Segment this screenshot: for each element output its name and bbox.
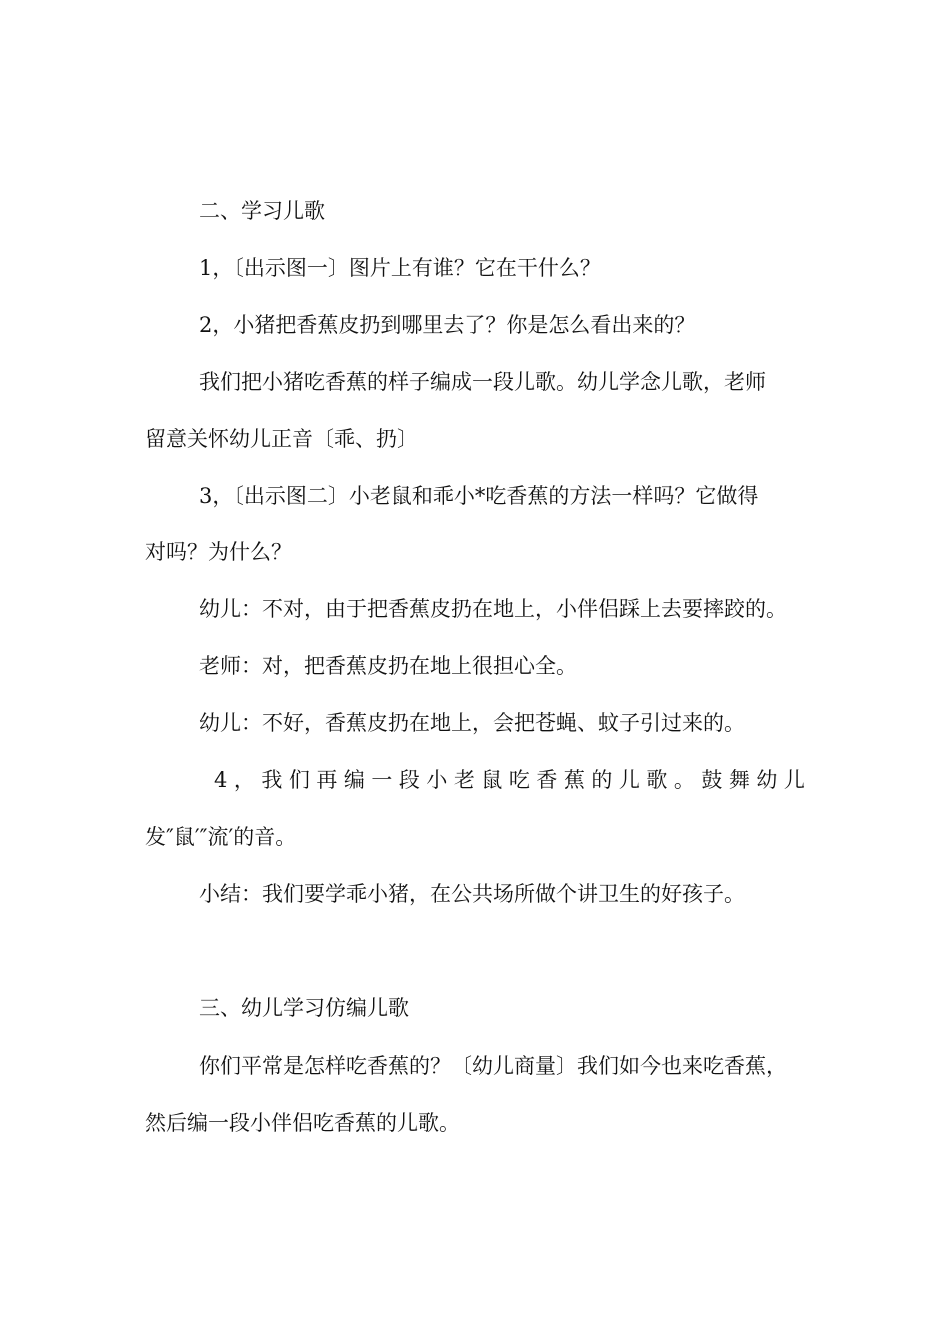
section-heading-2: 二、学习儿歌 — [199, 199, 325, 223]
eating-paragraph-line-1: 你们平常是怎样吃香蕉的？〔幼儿商量〕我们如今也来吃香蕉， — [199, 1054, 787, 1078]
section-heading-3: 三、幼儿学习仿编儿歌 — [199, 996, 409, 1020]
item-3-line-2: 对吗？为什么？ — [145, 540, 292, 564]
song-paragraph-line-1: 我们把小猪吃香蕉的样子编成一段儿歌。幼儿学念儿歌，老师 — [199, 370, 766, 394]
item-2: 2，小猪把香蕉皮扔到哪里去了？你是怎么看出来的？ — [199, 313, 696, 337]
child-reply-1: 幼儿：不对，由于把香蕉皮扔在地上，小伴侣踩上去要摔跤的。 — [199, 597, 787, 621]
item-4-line-2: 发″鼠′″流′的音。 — [145, 825, 297, 849]
summary: 小结：我们要学乖小猪，在公共场所做个讲卫生的好孩子。 — [199, 882, 745, 906]
song-paragraph-line-2: 留意关怀幼儿正音〔乖、扔〕 — [145, 427, 418, 451]
item-3-line-1: 3，〔出示图二〕小老鼠和乖小*吃香蕉的方法一样吗？它做得 — [199, 484, 759, 508]
item-1: 1，〔出示图一〕图片上有谁？它在干什么？ — [199, 256, 601, 280]
teacher-reply: 老师：对，把香蕉皮扔在地上很担心全。 — [199, 654, 577, 678]
child-reply-2: 幼儿：不好，香蕉皮扔在地上，会把苍蝇、蚊子引过来的。 — [199, 711, 745, 735]
item-4-line-1: 4，我们再编一段小老鼠吃香蕉的儿歌。鼓舞幼儿 — [214, 768, 812, 792]
eating-paragraph-line-2: 然后编一段小伴侣吃香蕉的儿歌。 — [145, 1111, 460, 1135]
